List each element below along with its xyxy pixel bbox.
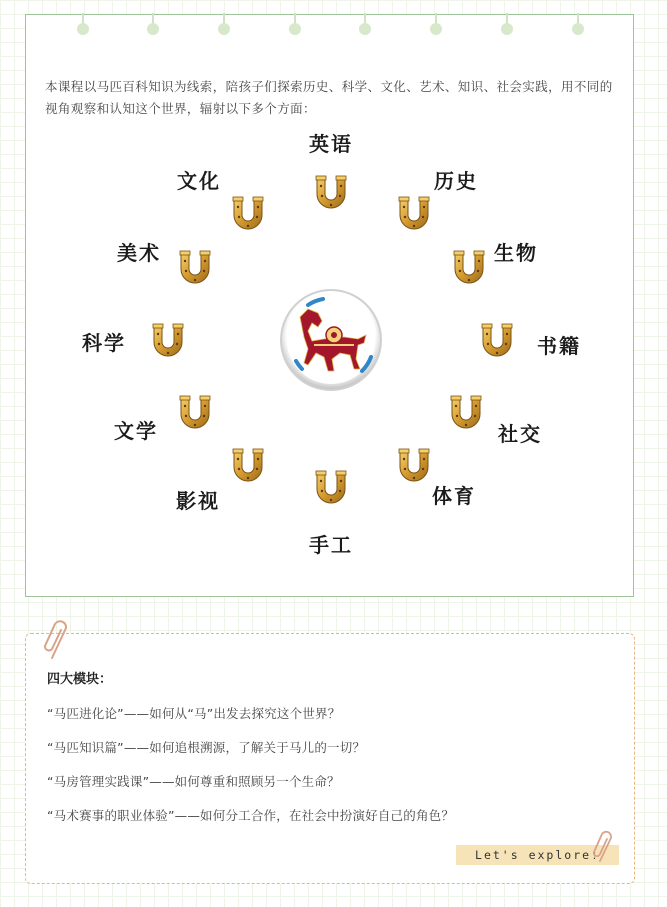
horse-logo (278, 287, 384, 393)
topic-wheel (26, 15, 635, 598)
paperclip-icon (42, 618, 76, 662)
horseshoe-icon (149, 320, 187, 360)
horseshoe-icon (176, 392, 214, 432)
topic-label-literature: 文学 (114, 419, 158, 443)
module-item: “马房管理实践课”——如何尊重和照顾另一个生命？ (47, 774, 340, 789)
horseshoe-icon (395, 193, 433, 233)
topic-label-art: 美术 (117, 241, 161, 265)
topic-label-english: 英语 (309, 132, 353, 156)
topic-label-sports: 体育 (432, 484, 476, 508)
topic-label-social: 社交 (498, 422, 542, 446)
horseshoe-icon (312, 172, 350, 212)
modules-title: 四大模块： (47, 672, 113, 687)
topic-label-science: 科学 (82, 331, 126, 355)
topic-label-books: 书籍 (537, 334, 581, 358)
topic-label-history: 历史 (434, 169, 478, 193)
topics-card (25, 14, 634, 597)
topic-label-culture: 文化 (177, 169, 221, 193)
intro-paragraph: 本课程以马匹百科知识为线索，陪孩子们探索历史、科学、文化、艺术、知识、社会实践，用不同的视角观察和认知这个世界，辐射以下多个方面： (45, 78, 613, 116)
modules-card (25, 633, 635, 884)
horseshoe-icon (478, 320, 516, 360)
horseshoe-icon (312, 467, 350, 507)
module-item: “马术赛事的职业体验”——如何分工合作，在社会中扮演好自己的角色？ (47, 808, 455, 823)
explore-banner: Let's explore! (456, 845, 619, 865)
horseshoe-icon (395, 445, 433, 485)
topic-label-handcraft: 手工 (309, 533, 353, 557)
module-item: “马匹进化论”——如何从“马”出发去探究这个世界？ (47, 706, 341, 721)
horseshoe-icon (229, 445, 267, 485)
horseshoe-icon (229, 193, 267, 233)
horseshoe-icon (176, 247, 214, 287)
paperclip-icon (592, 830, 618, 864)
horseshoe-icon (450, 247, 488, 287)
horseshoe-icon (447, 392, 485, 432)
topic-label-film: 影视 (176, 489, 220, 513)
module-item: “马匹知识篇”——如何追根溯源，了解关于马儿的一切？ (47, 740, 366, 755)
topic-label-biology: 生物 (494, 241, 538, 265)
